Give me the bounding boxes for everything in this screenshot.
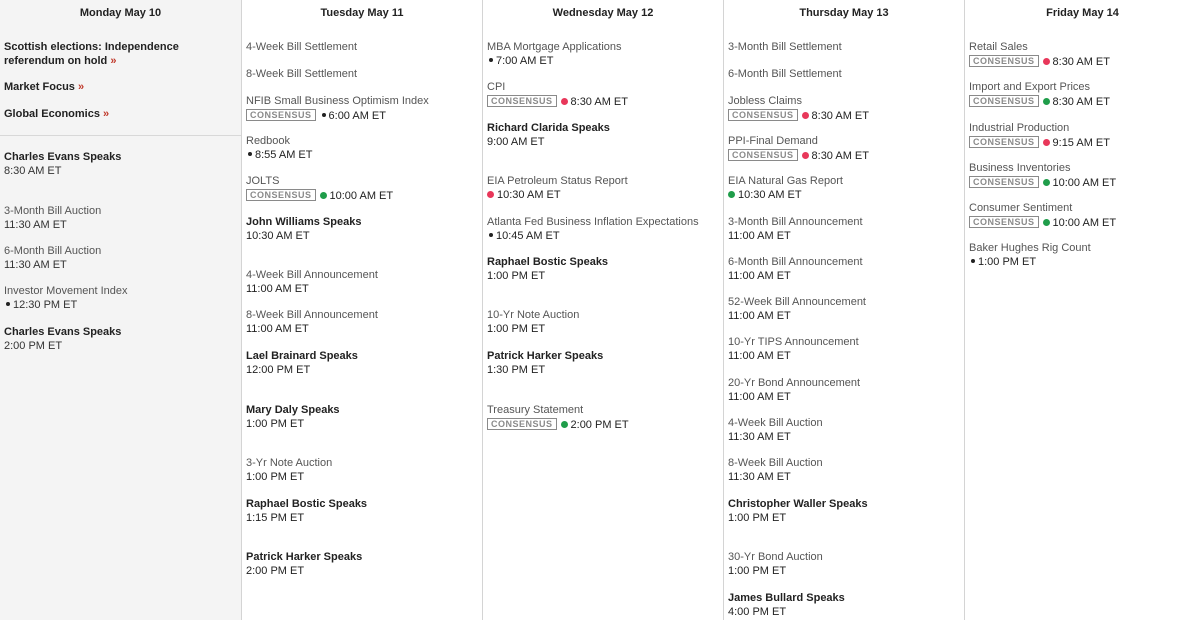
event-item[interactable]: [728, 377, 958, 404]
event-time: 1:00 PM ET: [487, 322, 546, 335]
event-item[interactable]: [728, 95, 958, 123]
bullet-icon: [489, 233, 493, 237]
event-title: Import and Export Prices: [969, 81, 1091, 93]
red-dot-icon: [561, 98, 568, 105]
event-item[interactable]: [246, 350, 476, 377]
event-time: 11:00 AM ET: [728, 269, 791, 282]
event-title: 6-Month Bill Settlement: [728, 68, 842, 80]
green-dot-icon: [1043, 98, 1050, 105]
event-title: Atlanta Fed Business Inflation Expectations: [487, 216, 699, 228]
event-time: 11:00 AM ET: [728, 309, 791, 322]
event-time-text: 10:00 AM ET: [1052, 216, 1117, 229]
event-time-text: 2:00 PM ET: [570, 418, 629, 431]
event-title: MBA Mortgage Applications: [487, 41, 622, 53]
day-column-monday: [0, 0, 241, 620]
event-time: 1:00 PM ET: [246, 417, 305, 430]
event-title: Charles Evans Speaks: [4, 151, 122, 163]
green-dot-icon: [1043, 179, 1050, 186]
event-title: Patrick Harker Speaks: [487, 350, 604, 362]
event-title: Retail Sales: [969, 41, 1028, 53]
green-dot-icon: [561, 421, 568, 428]
event-time: 1:30 PM ET: [487, 363, 546, 376]
event-item[interactable]: [246, 95, 476, 123]
event-time: 11:00 AM ET: [246, 322, 309, 335]
event-title: Mary Daly Speaks: [246, 404, 340, 416]
day-column-wednesday: [482, 0, 723, 620]
event-title: 6-Month Bill Auction: [4, 245, 102, 257]
news-link-global-economics[interactable]: [4, 108, 235, 122]
news-link-scottish-elections[interactable]: [4, 41, 235, 68]
event-item[interactable]: [246, 216, 476, 243]
event-time: [4, 299, 235, 313]
event-item[interactable]: [246, 498, 476, 525]
event-time: [487, 95, 717, 110]
consensus-badge[interactable]: CONSENSUS: [246, 109, 316, 121]
event-time: [728, 189, 958, 203]
event-title: 8-Week Bill Announcement: [246, 309, 378, 321]
day-header: Thursday May 13: [799, 7, 889, 19]
red-dot-icon: [1043, 58, 1050, 65]
event-time-text: 7:00 AM ET: [496, 54, 554, 67]
event-time: [969, 256, 1194, 270]
event-time: [487, 55, 717, 69]
event-title: CPI: [487, 81, 506, 93]
day-column-tuesday: [241, 0, 482, 620]
event-title: Treasury Statement: [487, 404, 584, 416]
event-item[interactable]: [969, 41, 1194, 69]
event-title: Consumer Sentiment: [969, 202, 1073, 214]
event-item[interactable]: [4, 205, 235, 232]
event-item[interactable]: [969, 202, 1194, 230]
event-item[interactable]: [4, 326, 235, 353]
event-time: 10:30 AM ET: [246, 229, 310, 242]
red-dot-icon: [802, 112, 809, 119]
bullet-icon: [971, 259, 975, 263]
event-time: [487, 230, 717, 244]
day-column-friday: [964, 0, 1200, 620]
divider: [0, 135, 241, 136]
event-time-text: 8:30 AM ET: [570, 95, 628, 108]
event-title: 30-Yr Bond Auction: [728, 551, 823, 563]
event-time: [969, 216, 1194, 231]
event-title: Redbook: [246, 135, 291, 147]
event-item[interactable]: [728, 498, 958, 525]
event-item[interactable]: [487, 175, 717, 202]
event-item[interactable]: [246, 404, 476, 431]
event-time: [246, 149, 476, 163]
event-time: 11:30 AM ET: [728, 470, 791, 483]
event-item[interactable]: [246, 457, 476, 484]
event-title: Charles Evans Speaks: [4, 326, 122, 338]
event-time: [969, 95, 1194, 110]
consensus-badge[interactable]: CONSENSUS: [969, 55, 1039, 67]
event-title: Industrial Production: [969, 122, 1070, 134]
event-item[interactable]: [728, 417, 958, 444]
event-time: 11:00 AM ET: [728, 349, 791, 362]
event-time: 1:00 PM ET: [728, 564, 787, 577]
news-link-text: Scottish elections: Independence: [4, 41, 179, 53]
event-title: Baker Hughes Rig Count: [969, 242, 1091, 254]
red-dot-icon: [802, 152, 809, 159]
event-time-text: 8:55 AM ET: [255, 148, 313, 161]
event-item[interactable]: [487, 404, 717, 432]
event-time: [969, 136, 1194, 151]
event-time-text: 12:30 PM ET: [13, 298, 78, 311]
event-title: 4-Week Bill Auction: [728, 417, 823, 429]
event-time: 11:00 AM ET: [728, 229, 791, 242]
event-title: 20-Yr Bond Announcement: [728, 377, 861, 389]
event-time: 2:00 PM ET: [246, 564, 305, 577]
event-time: [728, 109, 958, 124]
event-item[interactable]: [728, 296, 958, 323]
event-time: 8:30 AM ET: [4, 164, 62, 177]
event-title: 10-Yr TIPS Announcement: [728, 336, 859, 348]
event-time-text: 10:30 AM ET: [497, 188, 561, 201]
event-title: PPI-Final Demand: [728, 135, 818, 147]
event-time-text: 10:45 AM ET: [496, 229, 560, 242]
event-time: 1:00 PM ET: [246, 470, 305, 483]
event-title: Richard Clarida Speaks: [487, 122, 610, 134]
news-link-market-focus[interactable]: [4, 81, 235, 95]
event-item[interactable]: [246, 269, 476, 296]
event-item[interactable]: [728, 135, 958, 163]
event-item[interactable]: [246, 41, 476, 55]
event-title: 3-Yr Note Auction: [246, 457, 333, 469]
event-item[interactable]: [969, 242, 1194, 269]
event-title: EIA Petroleum Status Report: [487, 175, 628, 187]
bullet-icon: [322, 113, 326, 117]
event-item[interactable]: [728, 336, 958, 363]
event-item[interactable]: [4, 245, 235, 272]
event-item[interactable]: [969, 81, 1194, 109]
consensus-badge[interactable]: CONSENSUS: [487, 95, 557, 107]
arrow-icon: »: [110, 54, 117, 67]
event-time: [246, 189, 476, 204]
event-item[interactable]: [728, 175, 958, 202]
event-time: 11:00 AM ET: [728, 390, 791, 403]
event-title: 10-Yr Note Auction: [487, 309, 580, 321]
event-item[interactable]: [246, 551, 476, 578]
event-time: 9:00 AM ET: [487, 135, 545, 148]
event-title: 52-Week Bill Announcement: [728, 296, 866, 308]
event-title: 3-Month Bill Auction: [4, 205, 102, 217]
event-title: James Bullard Speaks: [728, 592, 845, 604]
consensus-badge[interactable]: CONSENSUS: [969, 216, 1039, 228]
event-title: Lael Brainard Speaks: [246, 350, 358, 362]
event-title: 8-Week Bill Settlement: [246, 68, 358, 80]
event-time: 4:00 PM ET: [728, 605, 787, 618]
event-title: 3-Month Bill Announcement: [728, 216, 863, 228]
event-time-text: 8:30 AM ET: [1052, 55, 1110, 68]
bullet-icon: [6, 302, 10, 306]
event-title: 3-Month Bill Settlement: [728, 41, 842, 53]
event-time: [969, 176, 1194, 191]
event-time: 2:00 PM ET: [4, 339, 63, 352]
event-title: Raphael Bostic Speaks: [246, 498, 368, 510]
event-time-text: 8:30 AM ET: [811, 109, 869, 122]
event-time-text: 8:30 AM ET: [811, 149, 869, 162]
event-item[interactable]: [246, 68, 476, 82]
red-dot-icon: [1043, 139, 1050, 146]
event-time-text: 8:30 AM ET: [1052, 95, 1110, 108]
event-item[interactable]: [487, 256, 717, 283]
event-title: Christopher Waller Speaks: [728, 498, 868, 510]
event-item[interactable]: [969, 162, 1194, 190]
event-item[interactable]: [4, 151, 235, 178]
day-header: Friday May 14: [1046, 7, 1119, 19]
event-item[interactable]: [487, 309, 717, 336]
event-time: 12:00 PM ET: [246, 363, 311, 376]
event-time: [487, 418, 717, 433]
day-header: Monday May 10: [79, 7, 162, 19]
bullet-icon: [248, 152, 252, 156]
event-time-text: 6:00 AM ET: [328, 109, 386, 122]
red-dot-icon: [487, 191, 494, 198]
event-title: 4-Week Bill Announcement: [246, 269, 378, 281]
event-title: 6-Month Bill Announcement: [728, 256, 863, 268]
consensus-badge[interactable]: CONSENSUS: [969, 136, 1039, 148]
event-title: 8-Week Bill Auction: [728, 457, 823, 469]
event-item[interactable]: [246, 175, 476, 203]
event-time-text: 1:00 PM ET: [978, 255, 1037, 268]
event-item[interactable]: [728, 256, 958, 283]
event-time-text: 10:00 AM ET: [1052, 176, 1117, 189]
event-title: Investor Movement Index: [4, 285, 128, 297]
event-time: 11:30 AM ET: [4, 258, 67, 271]
event-item[interactable]: [487, 122, 717, 149]
event-title: Patrick Harker Speaks: [246, 551, 363, 563]
event-time: 1:15 PM ET: [246, 511, 305, 524]
consensus-badge[interactable]: CONSENSUS: [728, 149, 798, 161]
event-time-text: 9:15 AM ET: [1052, 136, 1110, 149]
green-dot-icon: [1043, 219, 1050, 226]
event-title: John Williams Speaks: [246, 216, 362, 228]
event-item[interactable]: [246, 309, 476, 336]
event-title: EIA Natural Gas Report: [728, 175, 843, 187]
bullet-icon: [489, 58, 493, 62]
consensus-badge[interactable]: CONSENSUS: [969, 95, 1039, 107]
day-header: Wednesday May 12: [552, 7, 654, 19]
event-title: NFIB Small Business Optimism Index: [246, 95, 429, 107]
event-time: [969, 55, 1194, 70]
event-item[interactable]: [4, 285, 235, 312]
day-header: Tuesday May 11: [320, 7, 404, 19]
event-item[interactable]: [487, 216, 717, 243]
event-item[interactable]: [728, 41, 958, 55]
event-title: Raphael Bostic Speaks: [487, 256, 609, 268]
event-item[interactable]: [969, 122, 1194, 150]
consensus-badge[interactable]: CONSENSUS: [969, 176, 1039, 188]
event-time-text: 10:30 AM ET: [738, 188, 802, 201]
event-item[interactable]: [487, 41, 717, 68]
consensus-badge[interactable]: CONSENSUS: [728, 109, 798, 121]
event-item[interactable]: [728, 592, 958, 619]
event-time: 11:00 AM ET: [246, 282, 309, 295]
event-title: 4-Week Bill Settlement: [246, 41, 358, 53]
event-item[interactable]: [728, 68, 958, 82]
green-dot-icon: [728, 191, 735, 198]
event-item[interactable]: [487, 350, 717, 377]
event-item[interactable]: [487, 81, 717, 109]
event-time: 11:30 AM ET: [4, 218, 67, 231]
event-time-text: 10:00 AM ET: [329, 189, 394, 202]
event-time: [487, 189, 717, 203]
event-item[interactable]: [728, 457, 958, 484]
news-link-text: Global Economics: [4, 108, 100, 120]
event-title: JOLTS: [246, 175, 280, 187]
event-time: [246, 109, 476, 124]
consensus-badge[interactable]: CONSENSUS: [246, 189, 316, 201]
event-time: 1:00 PM ET: [728, 511, 787, 524]
day-column-thursday: [723, 0, 964, 620]
green-dot-icon: [320, 192, 327, 199]
arrow-icon: »: [77, 81, 85, 93]
news-link-text: referendum on hold: [4, 54, 108, 67]
event-item[interactable]: [246, 135, 476, 162]
news-link-text: Market Focus: [4, 81, 75, 93]
event-item[interactable]: [728, 551, 958, 578]
event-item[interactable]: [728, 216, 958, 243]
event-time: [728, 149, 958, 164]
event-time: 11:30 AM ET: [728, 430, 791, 443]
consensus-badge[interactable]: CONSENSUS: [487, 418, 557, 430]
event-title: Business Inventories: [969, 162, 1071, 174]
event-title: Jobless Claims: [728, 95, 802, 107]
event-time: 1:00 PM ET: [487, 269, 546, 282]
arrow-icon: »: [103, 108, 110, 120]
